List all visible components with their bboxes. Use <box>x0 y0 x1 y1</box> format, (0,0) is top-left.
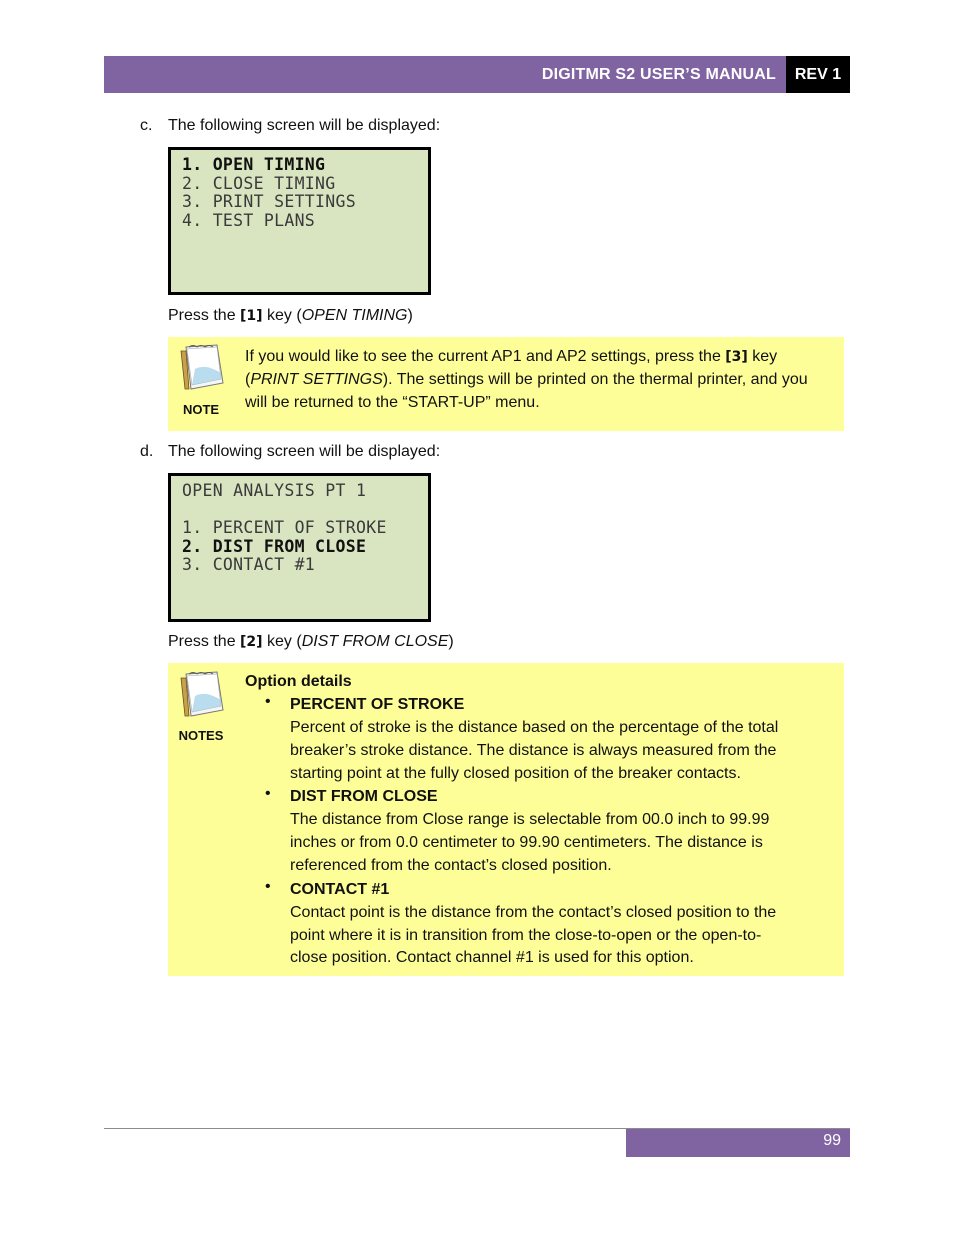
note-line-2 <box>245 368 808 391</box>
press-text: Press the <box>168 633 241 650</box>
option-desc-line: starting point at the fully closed position of the breaker contacts. <box>290 765 741 782</box>
option-desc-line: close position. Contact channel #1 is used for this option. <box>290 949 694 966</box>
note-text: If you would like to see the current AP1 and AP2 settings, press the <box>245 348 726 365</box>
lcd-line: 2. DIST FROM CLOSE <box>182 536 367 556</box>
lcd-line: 3. CONTACT #1 <box>182 555 316 574</box>
option-desc-line: inches or from 0.0 centimeter to 99.90 centimeters. The distance is <box>290 834 763 851</box>
step-c-text: The following screen will be displayed: <box>168 117 441 134</box>
press-text: ) <box>448 633 454 650</box>
option-desc-line: point where it is in transition from the close-to-open or the open-to- <box>290 927 762 944</box>
key-label: [2] <box>240 634 263 650</box>
note-text: ( <box>245 371 251 388</box>
menu-option-name: OPEN TIMING <box>301 307 408 324</box>
option-title-dist-from-close: DIST FROM CLOSE <box>290 788 438 805</box>
note-line-1 <box>245 345 777 369</box>
option-title-contact-1: CONTACT #1 <box>290 881 390 898</box>
notes-label: NOTES <box>178 728 224 743</box>
bullet: • <box>265 785 271 802</box>
press-text: Press the <box>168 307 241 324</box>
press-instruction-d <box>168 630 454 654</box>
notepad-icon <box>177 343 225 393</box>
page-number: 99 <box>626 1129 850 1157</box>
lcd-line: 3. PRINT SETTINGS <box>182 192 356 211</box>
bullet: • <box>265 693 271 710</box>
note-text: ). The settings will be printed on the thermal printer, and you <box>382 371 808 388</box>
lcd-line: 4. TEST PLANS <box>182 210 316 230</box>
option-title-percent-of-stroke: PERCENT OF STROKE <box>290 696 465 713</box>
step-d-text: The following screen will be displayed: <box>168 443 441 460</box>
lcd-line: 2. CLOSE TIMING <box>182 173 336 193</box>
lcd-line: 1. OPEN TIMING <box>182 155 326 174</box>
bullet: • <box>265 878 271 895</box>
lcd-line: 1. PERCENT OF STROKE <box>182 518 387 537</box>
option-desc-line: The distance from Close range is selectable from 00.0 inch to 99.99 <box>290 811 770 828</box>
option-desc-line: Percent of stroke is the distance based on the percentage of the total <box>290 719 779 736</box>
note-label: NOTE <box>182 402 220 417</box>
option-desc-line: Contact point is the distance from the contact’s closed position to the <box>290 904 777 921</box>
key-label: [3] <box>725 349 748 365</box>
lcd-screen-start-menu <box>168 147 431 295</box>
manual-title: DIGITMR S2 USER’S MANUAL <box>541 66 776 83</box>
notes-heading: Option details <box>245 673 352 690</box>
lcd-screen-open-analysis <box>168 473 431 622</box>
step-c-marker: c. <box>140 117 153 134</box>
step-d-marker: d. <box>140 443 154 460</box>
notepad-icon <box>177 670 225 720</box>
menu-option-name: DIST FROM CLOSE <box>301 633 449 650</box>
press-instruction-c <box>168 304 413 328</box>
press-text: key ( <box>262 307 302 324</box>
revision-badge: REV 1 <box>786 56 850 93</box>
option-desc-line: referenced from the contact’s closed position. <box>290 857 612 874</box>
option-desc-line: breaker’s stroke distance. The distance is always measured from the <box>290 742 777 759</box>
menu-option-name: PRINT SETTINGS <box>250 371 383 388</box>
note-text: key <box>747 348 778 365</box>
key-label: [1] <box>240 308 263 324</box>
lcd-line: OPEN ANALYSIS PT 1 <box>182 481 367 500</box>
press-text: ) <box>407 307 413 324</box>
note-line-3: will be returned to the “START-UP” menu. <box>245 394 540 411</box>
press-text: key ( <box>262 633 302 650</box>
